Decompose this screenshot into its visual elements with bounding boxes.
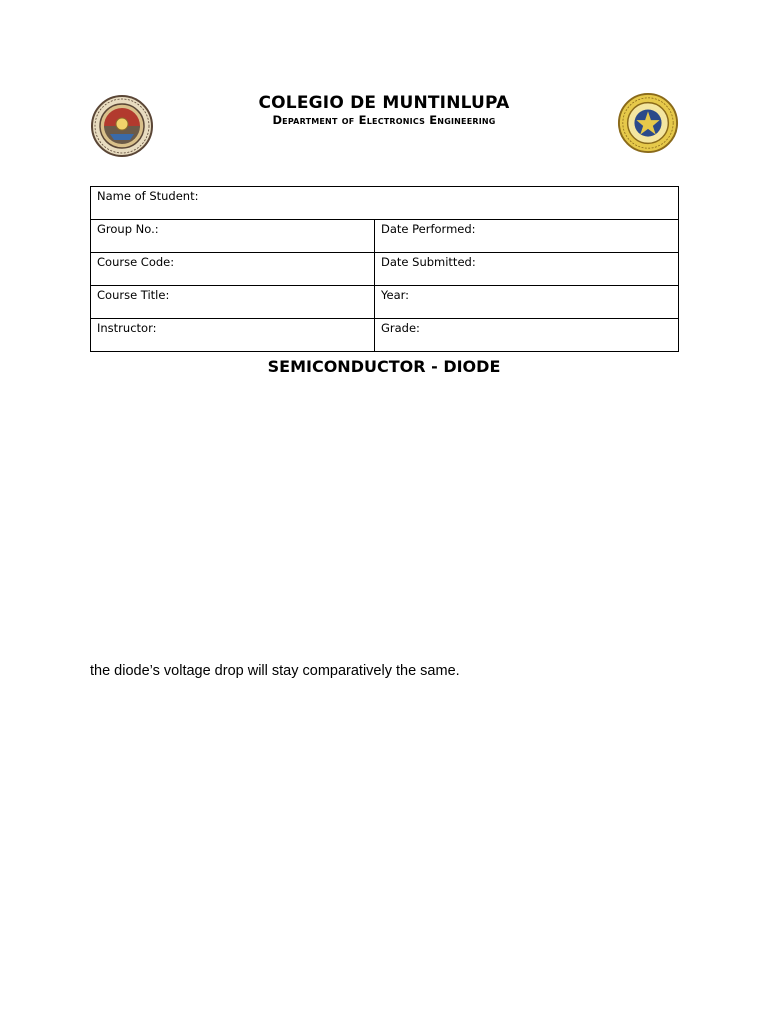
table-row bbox=[91, 319, 679, 352]
group-no-cell: Group No.: bbox=[91, 220, 375, 253]
instructor-cell: Instructor: bbox=[91, 319, 375, 352]
document-title: SEMICONDUCTOR - DIODE bbox=[267, 357, 501, 376]
school-name: COLEGIO DE MUNTINLUPA bbox=[258, 93, 510, 113]
grade-cell: Grade: bbox=[375, 319, 679, 352]
college-seal-icon bbox=[617, 92, 679, 154]
student-info-table bbox=[90, 186, 679, 352]
table-row bbox=[91, 187, 679, 220]
course-title-cell: Course Title: bbox=[91, 286, 375, 319]
date-performed-cell: Date Performed: bbox=[375, 220, 679, 253]
year-cell: Year: bbox=[375, 286, 679, 319]
table-row bbox=[91, 253, 679, 286]
course-code-cell: Course Code: bbox=[91, 253, 375, 286]
body-paragraph: the diode’s voltage drop will stay comparatively the same. bbox=[90, 663, 460, 679]
table-row bbox=[91, 220, 679, 253]
document-header bbox=[0, 88, 768, 168]
date-submitted-cell: Date Submitted: bbox=[375, 253, 679, 286]
table-row bbox=[91, 286, 679, 319]
department-name: Department of Electronics Engineering bbox=[272, 113, 496, 127]
name-of-student-cell: Name of Student: bbox=[91, 187, 679, 220]
